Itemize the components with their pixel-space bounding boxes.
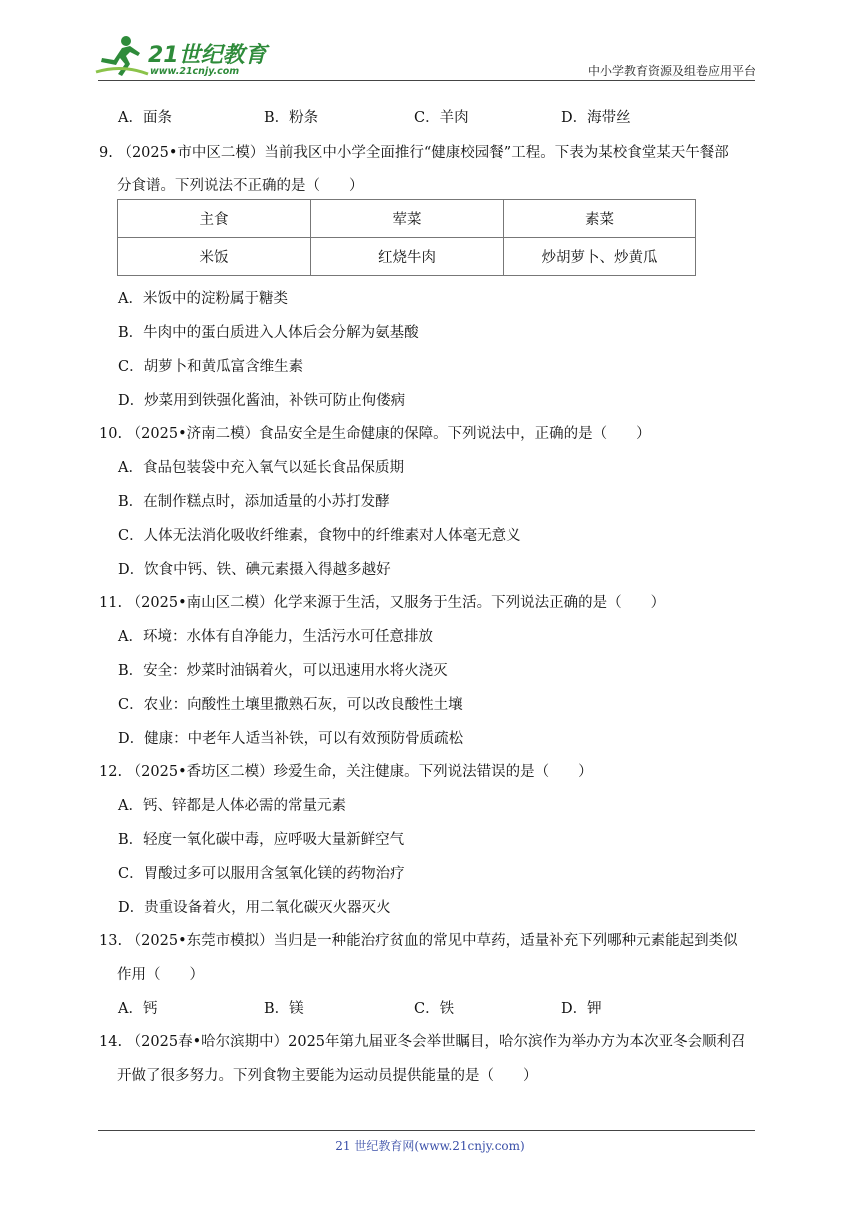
q10-option-b: B．在制作糕点时，添加适量的小苏打发酵 xyxy=(118,494,390,510)
q13-option-a: A．钙 xyxy=(118,1001,158,1017)
q8-option-a: A．面条 xyxy=(118,110,172,126)
q10-option-a: A．食品包装袋中充入氧气以延长食品保质期 xyxy=(118,460,404,476)
footer-divider xyxy=(98,1130,755,1131)
table-header-cell: 荤菜 xyxy=(311,200,504,238)
q9-menu-table xyxy=(117,199,696,276)
table-header-row xyxy=(118,200,696,238)
table-header-cell: 主食 xyxy=(118,200,311,238)
q10-option-d: D．饮食中钙、铁、碘元素摄入得越多越好 xyxy=(118,562,391,578)
logo-text: 21世纪教育 xyxy=(148,43,267,68)
table-cell: 米饭 xyxy=(118,238,311,276)
q8-option-d: D．海带丝 xyxy=(561,110,631,126)
q11-stem: 11. （2025•南山区二模）化学来源于生活，又服务于生活。下列说法正确的是（ ） xyxy=(99,595,666,611)
logo-url: www.21cnjy.com xyxy=(150,66,240,77)
q8-option-c: C．羊肉 xyxy=(414,110,469,126)
q11-option-a: A．环境：水体有自净能力，生活污水可任意排放 xyxy=(118,629,433,645)
q9-option-c: C．胡萝卜和黄瓜富含维生素 xyxy=(118,359,304,375)
q9-option-d: D．炒菜用到铁强化酱油，补铁可防止佝偻病 xyxy=(118,393,406,409)
table-cell: 红烧牛肉 xyxy=(311,238,504,276)
q10-stem: 10. （2025•济南二模）食品安全是生命健康的保障。下列说法中，正确的是（ ） xyxy=(99,426,651,442)
table-row xyxy=(118,238,696,276)
q9-option-b: B．牛肉中的蛋白质进入人体后会分解为氨基酸 xyxy=(118,325,419,341)
q10-option-c: C．人体无法消化吸收纤维素，食物中的纤维素对人体毫无意义 xyxy=(118,528,521,544)
header-platform-name: 中小学教育资源及组卷应用平台 xyxy=(587,64,756,78)
q12-option-b: B．轻度一氧化碳中毒，应呼吸大量新鲜空气 xyxy=(118,832,405,848)
q8-option-b: B．粉条 xyxy=(264,110,319,126)
table-header-cell: 素菜 xyxy=(504,200,696,238)
footer-source: 21 世纪教育网(www.21cnjy.com) xyxy=(335,1139,525,1153)
header-divider xyxy=(98,80,755,81)
q13-option-c: C．铁 xyxy=(414,1001,455,1017)
q11-option-c: C．农业：向酸性土壤里撒熟石灰，可以改良酸性土壤 xyxy=(118,697,463,713)
q14-stem-line2: 开做了很多努力。下列食物主要能为运动员提供能量的是（ ） xyxy=(117,1068,538,1084)
q12-option-a: A．钙、锌都是人体必需的常量元素 xyxy=(118,798,346,814)
logo-runner-icon xyxy=(92,34,152,80)
q14-stem-line1: 14. （2025春•哈尔滨期中）2025年第九届亚冬会举世瞩目，哈尔滨作为举办方为本次亚冬会顺利召 xyxy=(99,1034,746,1050)
q13-stem-line1: 13. （2025•东莞市模拟）当归是一种能治疗贫血的常见中草药，适量补充下列哪种元素能起到类似 xyxy=(99,933,738,949)
q9-stem-line1: 9. （2025•市中区二模）当前我区中小学全面推行“健康校园餐”工程。下表为某校食堂某天午餐部 xyxy=(99,145,729,161)
q13-option-d: D．钾 xyxy=(561,1001,602,1017)
q13-option-b: B．镁 xyxy=(264,1001,304,1017)
table-cell: 炒胡萝卜、炒黄瓜 xyxy=(504,238,696,276)
q12-stem: 12. （2025•香坊区二模）珍爱生命，关注健康。下列说法错误的是（ ） xyxy=(99,764,593,780)
q11-option-d: D．健康：中老年人适当补铁，可以有效预防骨质疏松 xyxy=(118,731,464,747)
q13-stem-line2: 作用（ ） xyxy=(117,967,204,983)
q9-stem-line2: 分食谱。下列说法不正确的是（ ） xyxy=(117,178,364,194)
q12-option-d: D．贵重设备着火，用二氧化碳灭火器灭火 xyxy=(118,900,391,916)
q12-option-c: C．胃酸过多可以服用含氢氧化镁的药物治疗 xyxy=(118,866,405,882)
q11-option-b: B．安全：炒菜时油锅着火，可以迅速用水将火浇灭 xyxy=(118,663,448,679)
q9-option-a: A．米饭中的淀粉属于糖类 xyxy=(118,291,288,307)
